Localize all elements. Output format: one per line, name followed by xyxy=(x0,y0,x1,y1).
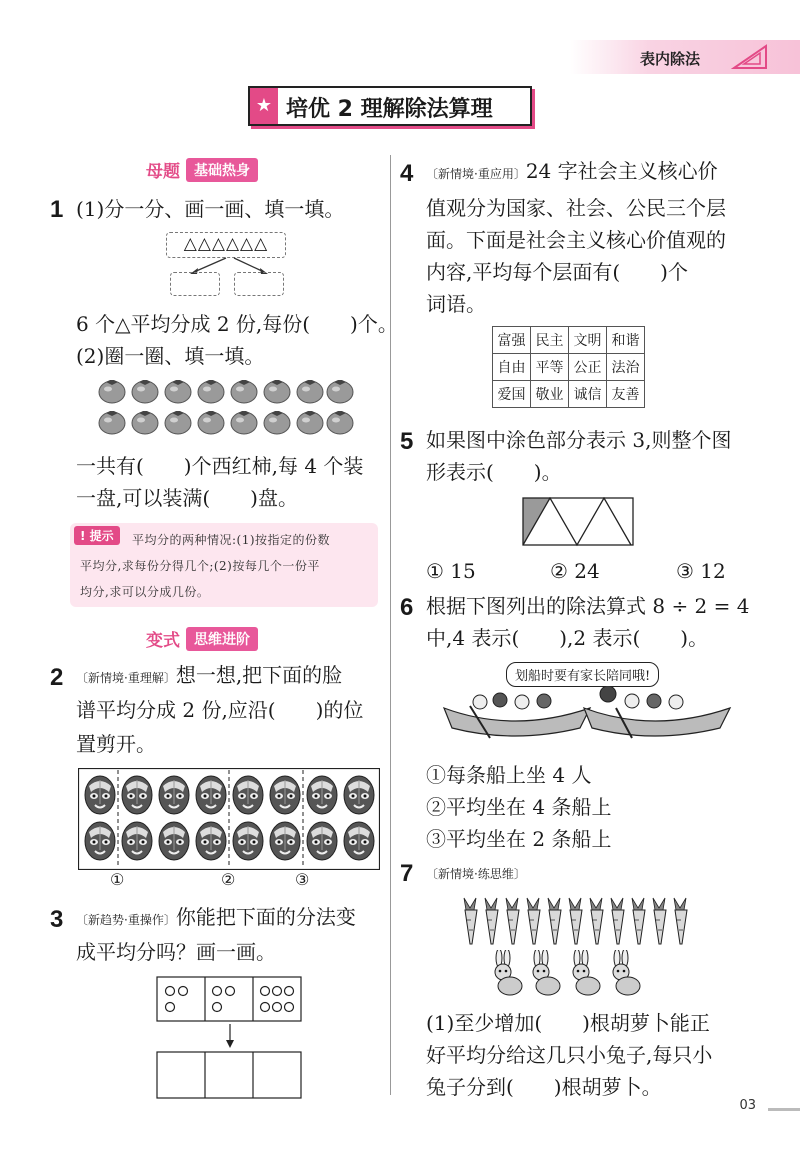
q1-line2: 一共有( )个西红柿,每 4 个装 xyxy=(76,454,364,478)
table-cell: 敬业 xyxy=(531,381,569,408)
question-number: 6 xyxy=(400,594,414,621)
option-1[interactable]: ① 15 xyxy=(426,559,476,583)
star-icon: ★ xyxy=(250,88,278,124)
table-cell: 富强 xyxy=(493,327,531,354)
q5-line2: 形表示( )。 xyxy=(426,460,562,484)
section-badge: 思维进阶 xyxy=(186,627,258,651)
q4-line1: 〔新情境·重应用〕24 字社会主义核心价 xyxy=(426,159,718,183)
page-number: 03 xyxy=(739,1098,756,1113)
q3-line2: 成平均分吗？画一画。 xyxy=(76,940,276,964)
table-cell: 诚信 xyxy=(569,381,607,408)
division-diagram xyxy=(156,976,302,1100)
question-number: 5 xyxy=(400,428,414,455)
q4-line4: 内容,平均每个层面有( )个 xyxy=(426,260,688,284)
speech-bubble: 划船时要有家长陪同哦! xyxy=(506,662,659,687)
table-cell: 法治 xyxy=(607,354,645,381)
q5-line1: 如果图中涂色部分表示 3,则整个图 xyxy=(426,428,732,452)
q2-line2: 谱平均分成 2 份,应沿( )的位 xyxy=(76,698,364,722)
core-values-table xyxy=(492,326,645,408)
table-cell: 民主 xyxy=(531,327,569,354)
cut-mark-2[interactable]: ② xyxy=(221,870,236,889)
table-cell: 公正 xyxy=(569,354,607,381)
tip-line: 均分,求可以分成几份。 xyxy=(80,585,210,599)
question-number: 4 xyxy=(400,160,414,187)
column-divider xyxy=(390,155,391,1095)
table-cell: 爱国 xyxy=(493,381,531,408)
rabbits-image xyxy=(490,950,650,1000)
question-number: 3 xyxy=(50,906,64,933)
section-badge: 基础热身 xyxy=(186,158,258,182)
chapter-title: 表内除法 xyxy=(640,50,701,68)
tip-line: 平均分,求每份分得几个;(2)按每几个一份平 xyxy=(80,559,320,573)
q3-line1: 〔新趋势·重操作〕你能把下面的分法变 xyxy=(76,905,356,929)
answer-box-right[interactable] xyxy=(234,272,284,296)
section-heading-basic xyxy=(146,157,258,182)
option-2[interactable]: ② 24 xyxy=(550,559,600,583)
q2-line3: 置剪开。 xyxy=(76,732,156,756)
table-row xyxy=(493,327,645,354)
tip-label: ! 提示 xyxy=(74,526,120,545)
section-heading-advanced xyxy=(146,626,258,651)
q7-line1: (1)至少增加( )根胡萝卜能正 xyxy=(426,1011,710,1035)
q6-line1: 根据下图列出的除法算式 8 ÷ 2 = 4 xyxy=(426,594,750,618)
cut-mark-3[interactable]: ③ xyxy=(295,870,310,889)
table-cell: 平等 xyxy=(531,354,569,381)
opera-mask-image xyxy=(78,768,380,870)
q2-line1: 〔新情境·重理解〕想一想,把下面的脸 xyxy=(76,663,343,687)
answer-box-left[interactable] xyxy=(170,272,220,296)
table-row xyxy=(493,381,645,408)
q7-tag: 〔新情境·练思维〕 xyxy=(426,867,526,881)
cut-mark-1[interactable]: ① xyxy=(110,870,125,889)
q6-line2: 中,4 表示( ),2 表示( )。 xyxy=(426,626,709,650)
q6-option-1[interactable]: ①每条船上坐 4 人 xyxy=(426,763,592,787)
table-row xyxy=(493,354,645,381)
ruler-icon xyxy=(730,42,770,72)
q1-line3: 一盘,可以装满( )盘。 xyxy=(76,486,298,510)
q1-part1: (1)分一分、画一画、填一填。 xyxy=(76,197,345,221)
question-number: 7 xyxy=(400,860,414,887)
table-cell: 友善 xyxy=(607,381,645,408)
q7-line2: 好平均分给这几只小兔子,每只小 xyxy=(426,1043,713,1067)
section-label: 母题 xyxy=(146,162,180,182)
q6-option-3[interactable]: ③平均坐在 2 条船上 xyxy=(426,827,612,851)
table-cell: 和谐 xyxy=(607,327,645,354)
option-3[interactable]: ③ 12 xyxy=(676,559,726,583)
question-number: 2 xyxy=(50,664,64,691)
triangle-figure xyxy=(522,497,634,547)
question-number: 1 xyxy=(50,196,64,223)
q1-part2: (2)圈一圈、填一填。 xyxy=(76,344,265,368)
q7-line3: 兔子分到( )根胡萝卜。 xyxy=(426,1075,662,1099)
triangle-group: △△△△△△ xyxy=(166,232,286,258)
footer-rule xyxy=(768,1108,800,1111)
q4-line2: 值观分为国家、社会、公民三个层 xyxy=(426,196,726,220)
q6-option-2[interactable]: ②平均坐在 4 条船上 xyxy=(426,795,612,819)
table-cell: 自由 xyxy=(493,354,531,381)
section-label: 变式 xyxy=(146,631,180,651)
lesson-title: 培优 2 理解除法算理 xyxy=(286,97,493,122)
boats-image xyxy=(440,686,732,742)
q4-line3: 面。下面是社会主义核心价值观的 xyxy=(426,228,726,252)
carrots-image xyxy=(462,896,694,946)
tomato-image xyxy=(98,376,354,438)
q4-line5: 词语。 xyxy=(426,292,486,316)
q1-line1: 6 个△平均分成 2 份,每份( )个。 xyxy=(76,312,398,336)
tip-line: 平均分的两种情况:(1)按指定的份数 xyxy=(132,533,331,547)
table-cell: 文明 xyxy=(569,327,607,354)
